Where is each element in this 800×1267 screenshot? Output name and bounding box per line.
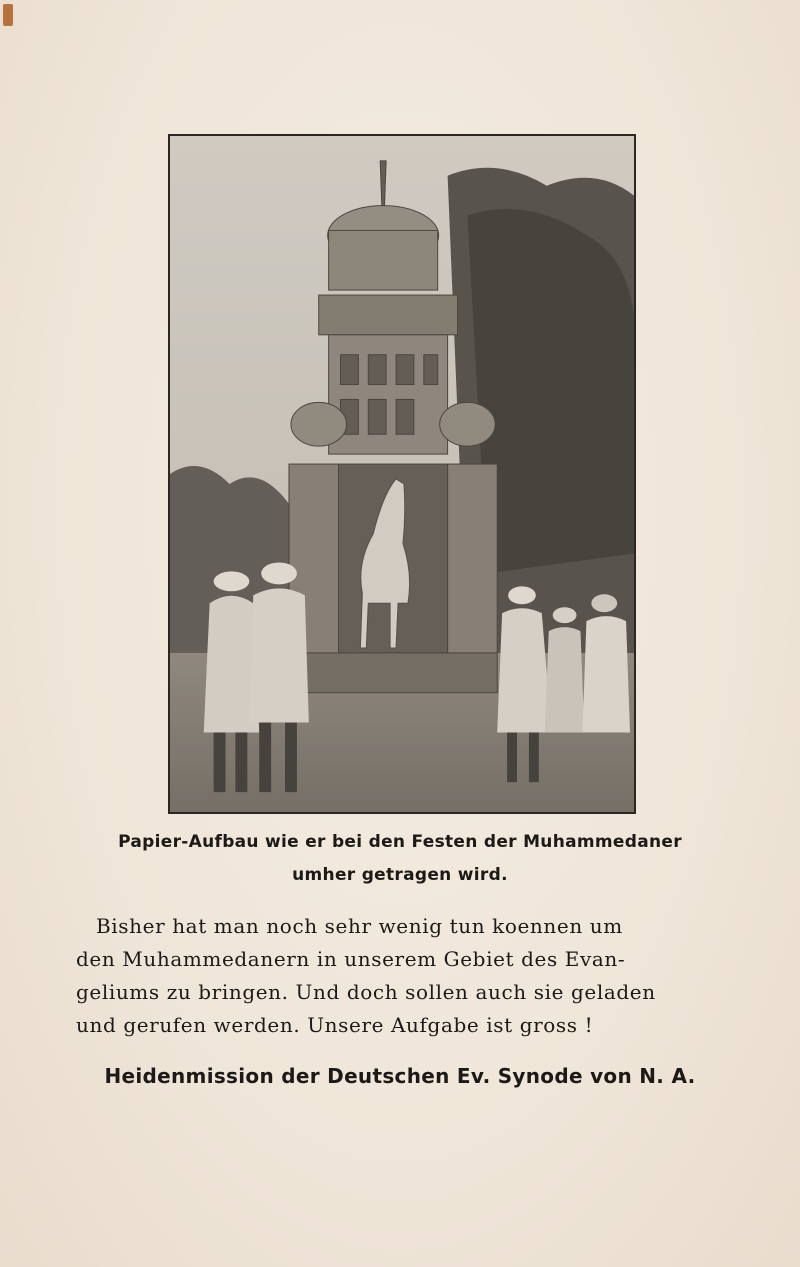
body-line-3: geliums zu bringen. Und doch sollen auch sie geladen (76, 980, 656, 1004)
photo-caption-line-2: umher getragen wird. (292, 865, 508, 885)
body-line-4: und gerufen werden. Unsere Aufgabe ist gross ! (76, 1013, 594, 1037)
body-paragraph-cont-2 (76, 976, 732, 1009)
body-line-1: Bisher hat man noch sehr wenig tun koennen um (96, 914, 623, 938)
body-paragraph (76, 910, 752, 943)
body-paragraph-cont-1 (76, 943, 732, 976)
procession-photo (168, 134, 636, 814)
corner-stain (3, 4, 13, 26)
mission-signature: Heidenmission der Deutschen Ev. Synode von N. A. (104, 1064, 696, 1088)
procession-photo-icon (170, 136, 634, 812)
body-paragraph-cont-3 (76, 1009, 732, 1042)
photo-caption-line-1: Papier-Aufbau wie er bei den Festen der Muhammedaner (118, 832, 682, 852)
body-line-2: den Muhammedanern in unserem Gebiet des Evan- (76, 947, 626, 971)
